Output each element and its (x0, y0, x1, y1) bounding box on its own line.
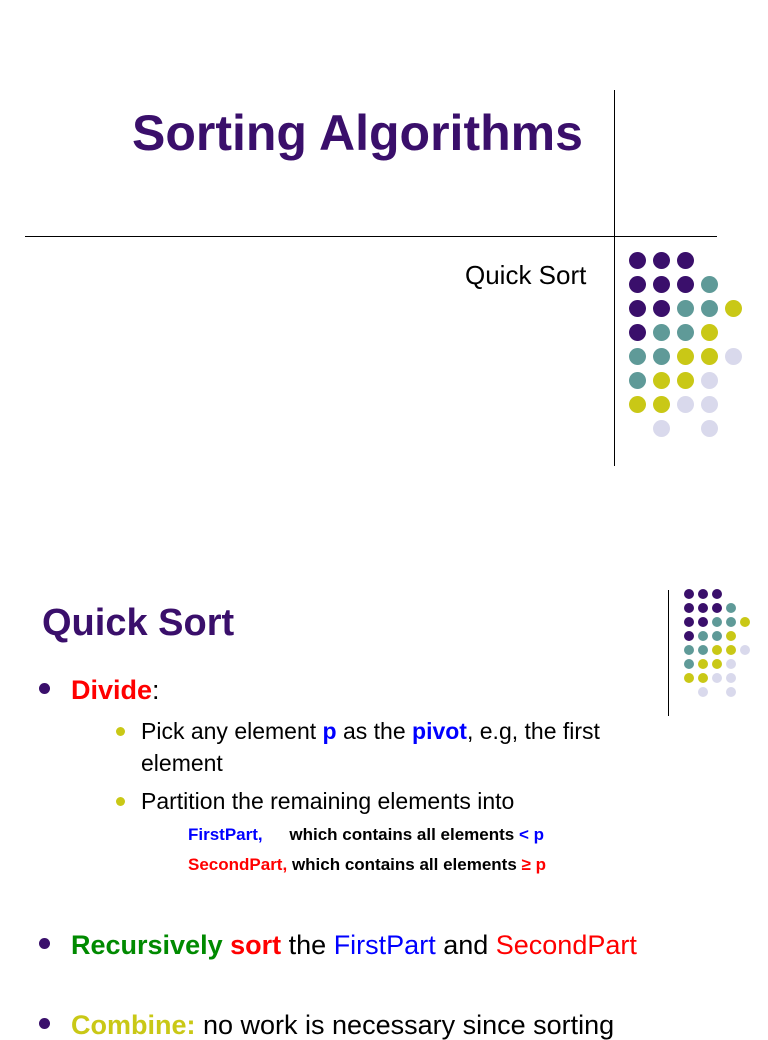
slide2-dot (698, 645, 708, 655)
pick-p: p (322, 718, 337, 744)
slide2-dot (684, 659, 694, 669)
slide2-dot (712, 617, 722, 627)
partition-line: Partition the remaining elements into (141, 788, 515, 814)
slide1-dot (629, 300, 646, 317)
slide1-dot (725, 300, 742, 317)
slide2-dot (698, 673, 708, 683)
slide1-dot (629, 324, 646, 341)
bullet-recursively (39, 938, 50, 949)
slide1-dot (677, 252, 694, 269)
recursively-secondpart: SecondPart (495, 930, 637, 960)
slide2-dot (684, 645, 694, 655)
slide2-dot (684, 617, 694, 627)
sort-word: sort (230, 930, 282, 960)
slide2-dot (698, 617, 708, 627)
slide1-dot (653, 372, 670, 389)
slide1-dot (701, 324, 718, 341)
slide2-dot (740, 617, 750, 627)
firstpart-label: FirstPart, (188, 825, 263, 844)
slide2-dot (684, 603, 694, 613)
slide2-dot (698, 687, 708, 697)
firstpart-op: < p (518, 825, 544, 844)
slide2-dot (698, 631, 708, 641)
slide1-dot (701, 396, 718, 413)
slide1-dot (653, 396, 670, 413)
slide1-dot (701, 300, 718, 317)
secondpart-text: which contains all elements (291, 855, 517, 874)
slide2-dot (684, 673, 694, 683)
slide1-dot (653, 276, 670, 293)
slide2-dot (726, 603, 736, 613)
recursively-text-2: and (435, 930, 496, 960)
slide2-dot (740, 645, 750, 655)
slide1-dot (653, 300, 670, 317)
slide1-dot (629, 252, 646, 269)
slide2-dot (726, 659, 736, 669)
secondpart-op: ≥ p (521, 855, 546, 874)
slide1-dot (677, 276, 694, 293)
pick-pivot: pivot (412, 718, 467, 744)
combine-label: Combine: (71, 1010, 196, 1040)
firstpart-text: which contains all elements (289, 825, 515, 844)
slide2-dot (726, 687, 736, 697)
slide1-dot (653, 324, 670, 341)
slide1-dot (701, 276, 718, 293)
slide1-dot (629, 396, 646, 413)
recursively-line (71, 932, 637, 959)
slide2-dot (712, 589, 722, 599)
slide1-dot (629, 372, 646, 389)
pick-text-2: as the (336, 718, 413, 744)
pick-line-1 (141, 720, 600, 743)
pick-line-2: element (141, 750, 223, 776)
slide1-dot (677, 348, 694, 365)
slide1-dot (701, 348, 718, 365)
pick-text-3: , e.g, the first (466, 718, 600, 744)
combine-text: no work is necessary since sorting (195, 1010, 615, 1040)
slide1-title: Sorting Algorithms (132, 105, 583, 161)
slide2-dot (726, 617, 736, 627)
slide1-vertical-divider (614, 90, 615, 466)
slide2-dot (712, 645, 722, 655)
slide1-dot (629, 276, 646, 293)
slide2-dot (698, 659, 708, 669)
slide1-dot (653, 252, 670, 269)
recursively-firstpart: FirstPart (333, 930, 436, 960)
bullet-divide (39, 683, 50, 694)
divide-label: Divide (71, 675, 153, 705)
recursively-word: Recursively (71, 930, 223, 960)
slide1-dot (725, 348, 742, 365)
pick-text-1: Pick any element (141, 718, 323, 744)
divide-line (71, 677, 160, 704)
bullet-pick (116, 727, 125, 736)
slide1-dot (653, 420, 670, 437)
slide2-dot (684, 631, 694, 641)
slide2-vertical-divider (668, 590, 669, 716)
slide1-horizontal-divider (25, 236, 717, 237)
secondpart-label: SecondPart, (188, 855, 288, 874)
slide2-dot (726, 631, 736, 641)
recursively-text-1: the (281, 930, 334, 960)
slide1-subtitle: Quick Sort (465, 260, 587, 290)
slide2-dot (684, 589, 694, 599)
slide2-dot (726, 673, 736, 683)
slide1-dot (677, 324, 694, 341)
slide2-dot (712, 631, 722, 641)
slide2-dot (698, 603, 708, 613)
slide2-dot (712, 603, 722, 613)
slide2-title: Quick Sort (42, 602, 235, 644)
slide1-dot (701, 420, 718, 437)
slide1-dot (653, 348, 670, 365)
slide2-dot (712, 659, 722, 669)
slide2-dot (726, 645, 736, 655)
slide1-dot (677, 300, 694, 317)
bullet-partition (116, 797, 125, 806)
firstpart-line (188, 826, 544, 843)
combine-line (71, 1012, 614, 1039)
secondpart-line (188, 856, 546, 873)
slide1-dot (701, 372, 718, 389)
slide2-dot (698, 589, 708, 599)
slide1-dot (629, 348, 646, 365)
slide1-dot (677, 372, 694, 389)
slide2-dot (712, 673, 722, 683)
slide1-dot (677, 396, 694, 413)
divide-colon: : (152, 675, 160, 705)
